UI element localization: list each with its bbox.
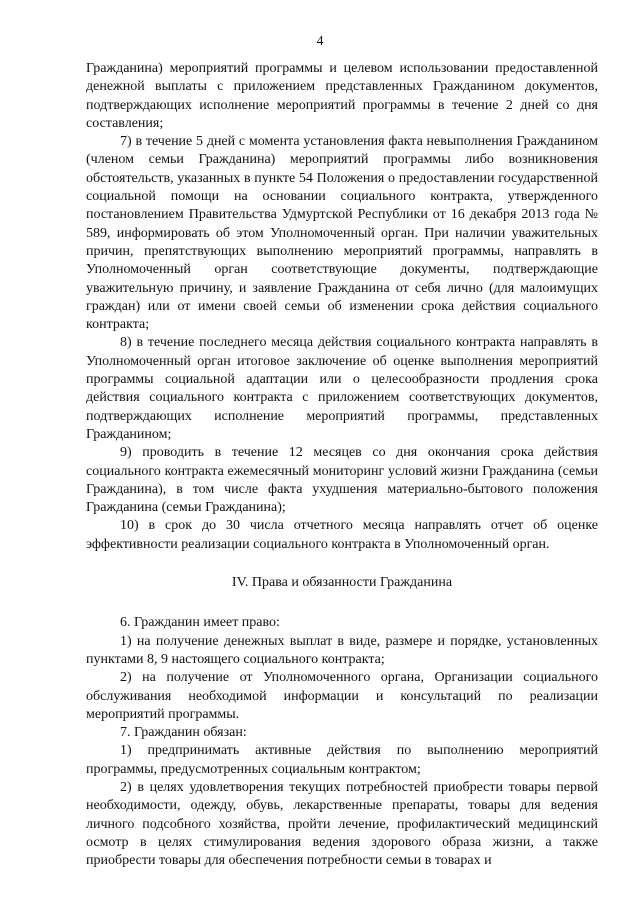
clause-6-heading: 6. Гражданин имеет право: [120, 615, 280, 631]
clause-7-heading: 7. Гражданин обязан: [120, 725, 247, 741]
clause-6-item-1: 1) на получение денежных выплат в виде, размере и порядке, установленных пунктами 8, 9 настоящего социального контракта; [86, 633, 598, 667]
paragraph-item-10: 10) в срок до 30 числа отчетного месяца направлять отчет об оценке эффективности реализации социального контракта в Уполномоченный орган. [86, 518, 598, 552]
clause-7-item-2: 2) в целях удовлетворения текущих потребностей приобрести товары первой необходимости, одежду, обувь, лекарственные препараты, товары для ведения личного подсобного хозяйства, пройти лечение, профилактический медицинский осмотр в целях стимулирования ведения здорового образа жизни, а также приобрести товары для обеспечения потребности семьи в товарах и [86, 779, 598, 869]
paragraph-continuation: Гражданина) мероприятий программы и целевом использовании предоставленной денежной выплаты с приложением представленных Гражданином документов, подтверждающих исполнение мероприятий программы в течение 2 дней со дня составления; [86, 61, 598, 131]
section-spacer [86, 592, 598, 614]
page-number: 4 [316, 34, 324, 49]
section-heading: IV. Права и обязанности Гражданина [231, 575, 453, 591]
paragraph-item-9: 9) проводить в течение 12 месяцев со дня окончания срока действия социального контракта ежемесячный мониторинг условий жизни Гражданина (семьи Гражданина), в том числе факта ухудшения материально-бытового положения Гражданина (семьи Гражданина); [86, 445, 598, 516]
paragraph-item-7: 7) в течение 5 дней с момента установления факта невыполнения Гражданином (членом семьи Гражданина) мероприятий программы либо возникновения обстоятельств, указанных в пункте 54 Положения о предоставлении государственной социальной помощи на основании социального контракта, утвержденного постановлением Правительства Удмуртской Республики от 16 декабря 2013 года № 589, информировать об этом Уполномоченный орган. При наличии уважительных причин, препятствующих выполнению мероприятий программы, направлять в Уполномоченный орган соответствующие документы, подтверждающие уважительную причину, и заявление Гражданина от себя лично (для малоимущих граждан) или от имени своей семьи об изменении срока действия социального контракта; [86, 134, 598, 333]
section-spacer [86, 554, 598, 574]
paragraph-item-8: 8) в течение последнего месяца действия социального контракта направлять в Уполномоченный орган итоговое заключение об оценке выполнения мероприятий программы социальной адаптации или о целесообразности продления срока действия социального контракта с приложением соответствующих документов, подтверждающих исполнение мероприятий программы, представленных Гражданином; [86, 335, 598, 442]
clause-7-item-1: 1) предпринимать активные действия по выполнению мероприятий программы, предусмотренных социальным контрактом; [86, 743, 598, 777]
document-body [86, 60, 598, 870]
clause-6-item-2: 2) на получение от Уполномоченного органа, Организации социального обслуживания необходимой информации и консультаций по реализации мероприятий программы. [86, 670, 598, 722]
